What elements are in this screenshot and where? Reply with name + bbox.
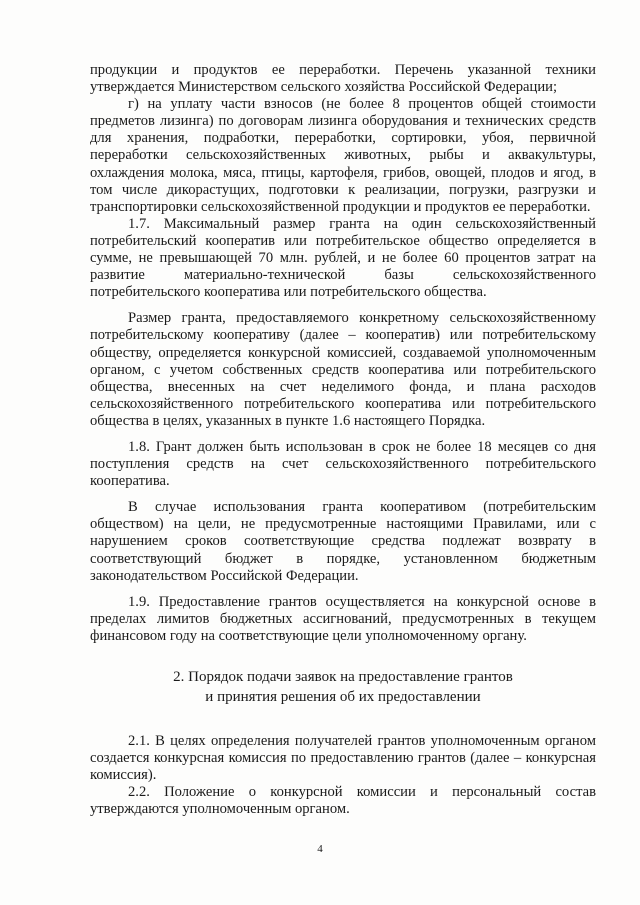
- paragraph-2-2: 2.2. Положение о конкурсной комиссии и персональный состав утверждаются уполномоченным органом.: [90, 784, 596, 818]
- paragraph-2-1: 2.1. В целях определения получателей грантов уполномоченным органом создается конкурсная комиссия по предоставлению грантов (далее – конкурсная комиссия).: [90, 733, 596, 784]
- paragraph-1-8: 1.8. Грант должен быть использован в срок не более 18 месяцев со дня поступления средств на счет сельскохозяйственного потребительского кооператива.: [90, 438, 596, 490]
- paragraph-1-7: 1.7. Максимальный размер гранта на один сельскохозяйственный потребительский кооператив или потребительское общество определяется в сумме, не превышающей 70 млн. рублей, и не более 60 процентов затрат на развитие материально-технической базы сельскохозяйственного потребительского кооператива или потребительского общества.: [90, 215, 596, 301]
- paragraph-item-g: г) на уплату части взносов (не более 8 процентов общей стоимости предметов лизинга) по договорам лизинга оборудования и технических средств для хранения, подработки, переработки, сортировки, убоя, первичной переработки сельскохозяйственных животных, рыбы и аквакультуры, охлаждения молока, мяса, птицы, картофеля, грибов, овощей, плодов и ягод, в том числе дикорастущих, подготовки к реализации, погрузки, разгрузки и транспортировки сельскохозяйственной продукции и продуктов ее переработки.: [90, 96, 596, 215]
- section-2-heading-line-1: 2. Порядок подачи заявок на предоставление грантов: [173, 669, 513, 685]
- paragraph-1-9: 1.9. Предоставление грантов осуществляется на конкурсной основе в пределах лимитов бюджетных ассигнований, предусмотренных в текущем финансовом году на соответствующие цели уполномоченному органу.: [90, 593, 596, 644]
- page-number: 4: [317, 843, 323, 855]
- paragraph-grant-return: В случае использования гранта кооперативом (потребительским обществом) на цели, не предусмотренные настоящими Правилами, или с нарушением сроков соответствующие средства подлежат возврату в соответствующий бюджет в порядке, установленном бюджетным законодательством Российской Федерации.: [90, 499, 596, 584]
- paragraph-grant-size: Размер гранта, предоставляемого конкретному сельскохозяйственному потребительскому кооперативу (далее – кооператив) или потребительскому обществу, определяется конкурсной комиссией, создаваемой уполномоченным органом, с учетом собственных средств кооператива или потребительского общества, внесенных на счет неделимого фонда, и плана расходов сельскохозяйственного потребительского кооператива или потребительского общества в целях, указанных в пункте 1.6 настоящего Порядка.: [90, 310, 596, 429]
- section-2-heading-line-2: и принятия решения об их предоставлении: [205, 689, 481, 705]
- document-body: [90, 62, 596, 818]
- paragraph-continuation: продукции и продуктов ее переработки. Перечень указанной техники утверждается Министерством сельского хозяйства Российской Федерации;: [90, 62, 596, 96]
- section-2-heading: [90, 667, 596, 707]
